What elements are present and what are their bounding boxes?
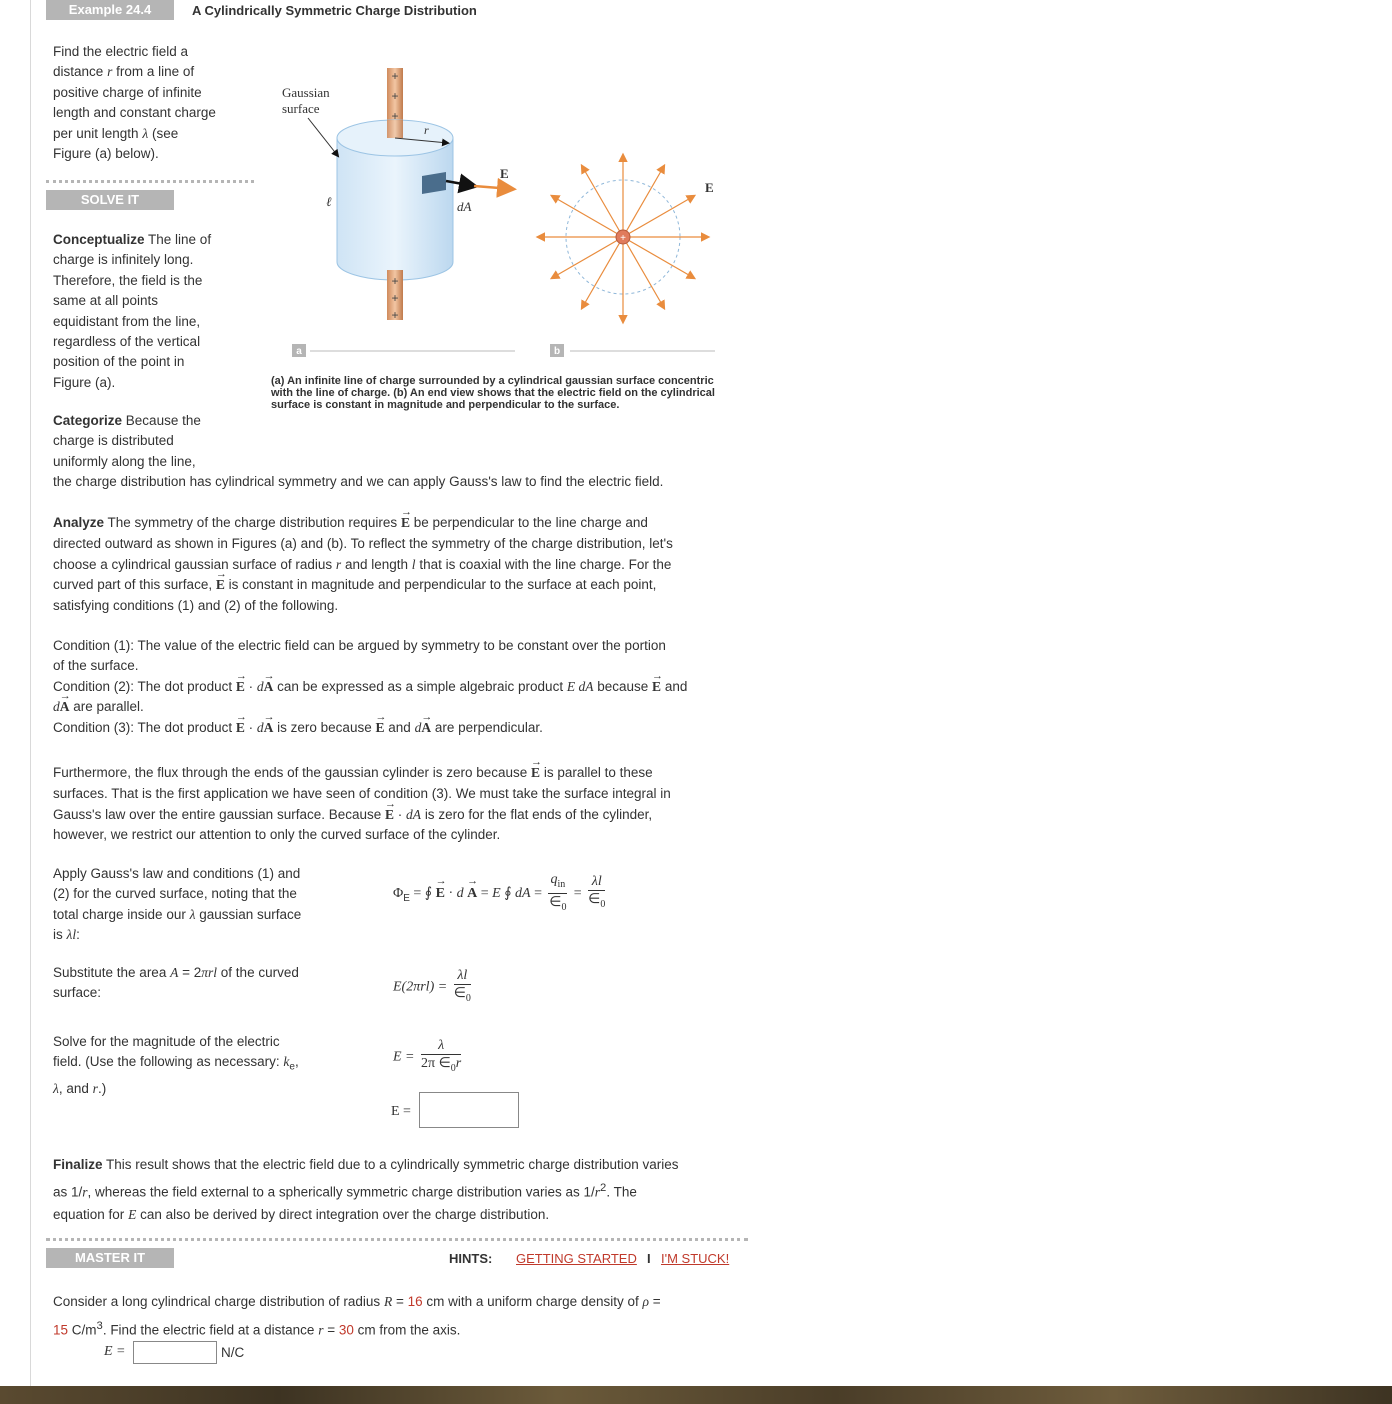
svg-text:+: + <box>620 233 626 244</box>
svg-text:+: + <box>391 291 399 305</box>
svg-text:+: + <box>391 274 399 288</box>
svg-text:surface: surface <box>282 101 320 116</box>
figure-caption: (a) An infinite line of charge surrounded by a cylindrical gaussian surface concentric with the line of charge. (b) An end view shows that the electric field on the cylindrical surface is constant in magnitude and perpendicular to the surface. <box>271 375 715 411</box>
svg-text:b: b <box>553 346 561 357</box>
answer-label: E = <box>391 1104 411 1119</box>
left-rule <box>30 0 31 1388</box>
furthermore-text: Furthermore, the flux through the ends of the gaussian cylinder is zero because → E is parallel to these surfaces. That is the first application we have seen of condition (3). We must take the surface integral in Gauss's law over the entire gaussian surface. Because → E · dA is zero for the flat ends of the cylinder, however, we restrict our attention to only the curved surface of the cylinder. <box>53 763 773 846</box>
svg-text:Gaussian: Gaussian <box>282 85 330 100</box>
equation-substitute: E(2πrl) = $\frac{\lambda l}{\in_0}$ <box>393 968 471 1004</box>
master-answer-unit: N/C <box>221 1345 245 1360</box>
svg-text:a: a <box>296 346 302 357</box>
hint-separator: I <box>647 1251 651 1266</box>
conceptualize-text: Conceptualize The line of charge is infinitely long. Therefore, the field is the same at all points equidistant from the line, regardless of the vertical position of the point in Figure (a). <box>53 232 212 390</box>
svg-text:dA: dA <box>457 199 472 214</box>
answer-input[interactable] <box>419 1092 519 1128</box>
master-it-tag: MASTER IT <box>46 1248 174 1268</box>
master-answer-label: E = <box>104 1344 126 1359</box>
hint-im-stuck-link[interactable]: I'M STUCK! <box>661 1251 730 1266</box>
svg-text:E: E <box>705 180 714 195</box>
svg-text:+: + <box>391 308 399 322</box>
end-view-diagram <box>538 155 714 322</box>
svg-text:+: + <box>391 89 399 103</box>
gaussian-label-pointer <box>308 118 338 156</box>
figure-gaussian-cylinder <box>260 60 730 370</box>
master-problem-text: Consider a long cylindrical charge distribution of radius R = 16 cm with a uniform charge density of ρ = 15 $C/m^3$. Find the electric field at a distance r = 30 cm from the axis. <box>53 1294 661 1338</box>
svg-text:E: E <box>500 166 509 181</box>
intro-text: Find the electric field a distance r from a line of positive charge of infinite length and constant charge per unit length λ (see Figure (a) below). <box>53 44 216 162</box>
master-divider <box>46 1238 748 1241</box>
example-tag: Example 24.4 <box>46 0 174 20</box>
equation-solve: E = $\frac{\lambda}{2\pi \in_0r}$ <box>393 1038 462 1074</box>
svg-text:+: + <box>391 109 399 123</box>
example-title: A Cylindrically Symmetric Charge Distribution <box>192 3 477 18</box>
conditions-text: Condition (1): The value of the electric field can be argued by symmetry to be constant over the portion of the surface. Condition (2): The dot product → E · d→ A can be expressed as a simple algebraic product E dA because → E and d→ A are parallel. Condition (3): The dot product → E · d→ A is zero because → E and d→ A are perpendicular. <box>53 636 773 738</box>
svg-text:r: r <box>424 123 429 137</box>
analyze-text: Analyze The symmetry of the charge distribution requires → E be perpendicular to the line charge and directed outward as shown in Figures (a) and (b). To reflect the symmetry of the charge distribution, let's choose a cylindrical gaussian surface of radius r and length l that is coaxial with the line charge. For the curved part of this surface, → E is constant in magnitude and perpendicular to the surface at each point, satisfying conditions (1) and (2) of the following. <box>53 513 773 617</box>
categorize-text: Categorize Because the charge is distributed uniformly along the line, the charge distribution has cylindrical symmetry and we can apply Gauss's law to find the electric field. <box>53 413 664 490</box>
apply-step-text: Apply Gauss's law and conditions (1) and (2) for the curved surface, noting that the total charge inside our λ gaussian surface is λl: <box>53 866 302 943</box>
finalize-text: Finalize This result shows that the electric field due to a cylindrically symmetric charge distribution varies as 1/r, whereas the field external to a spherically symmetric charge distribution varies as $1/r^2$. The equation for E can also be derived by direct integration over the charge distribution. <box>53 1157 679 1222</box>
hint-getting-started-link[interactable]: GETTING STARTED <box>516 1251 637 1266</box>
bottom-banner <box>0 1386 1392 1404</box>
svg-text:ℓ: ℓ <box>326 194 332 209</box>
solve-step-text: Solve for the magnitude of the electric field. (Use the following as necessary: $k_e$, λ, and r.) <box>53 1034 299 1096</box>
solve-it-tag: SOLVE IT <box>46 190 174 210</box>
hints-label: HINTS: <box>449 1251 493 1266</box>
gaussian-cylinder <box>337 138 453 280</box>
E-vector <box>474 186 512 189</box>
svg-text:+: + <box>391 69 399 83</box>
section-divider <box>46 180 254 183</box>
substitute-step-text: Substitute the area A = 2πrl of the curved surface: <box>53 965 299 1001</box>
master-answer-input[interactable] <box>133 1341 217 1364</box>
equation-gauss-law: $\Phi_E$ = ∮ → E · d → A = E ∮ dA = $\frac{q_{in}}{\in_0}$ = $\frac{\lambda l}{\in_0}$ <box>393 872 608 916</box>
